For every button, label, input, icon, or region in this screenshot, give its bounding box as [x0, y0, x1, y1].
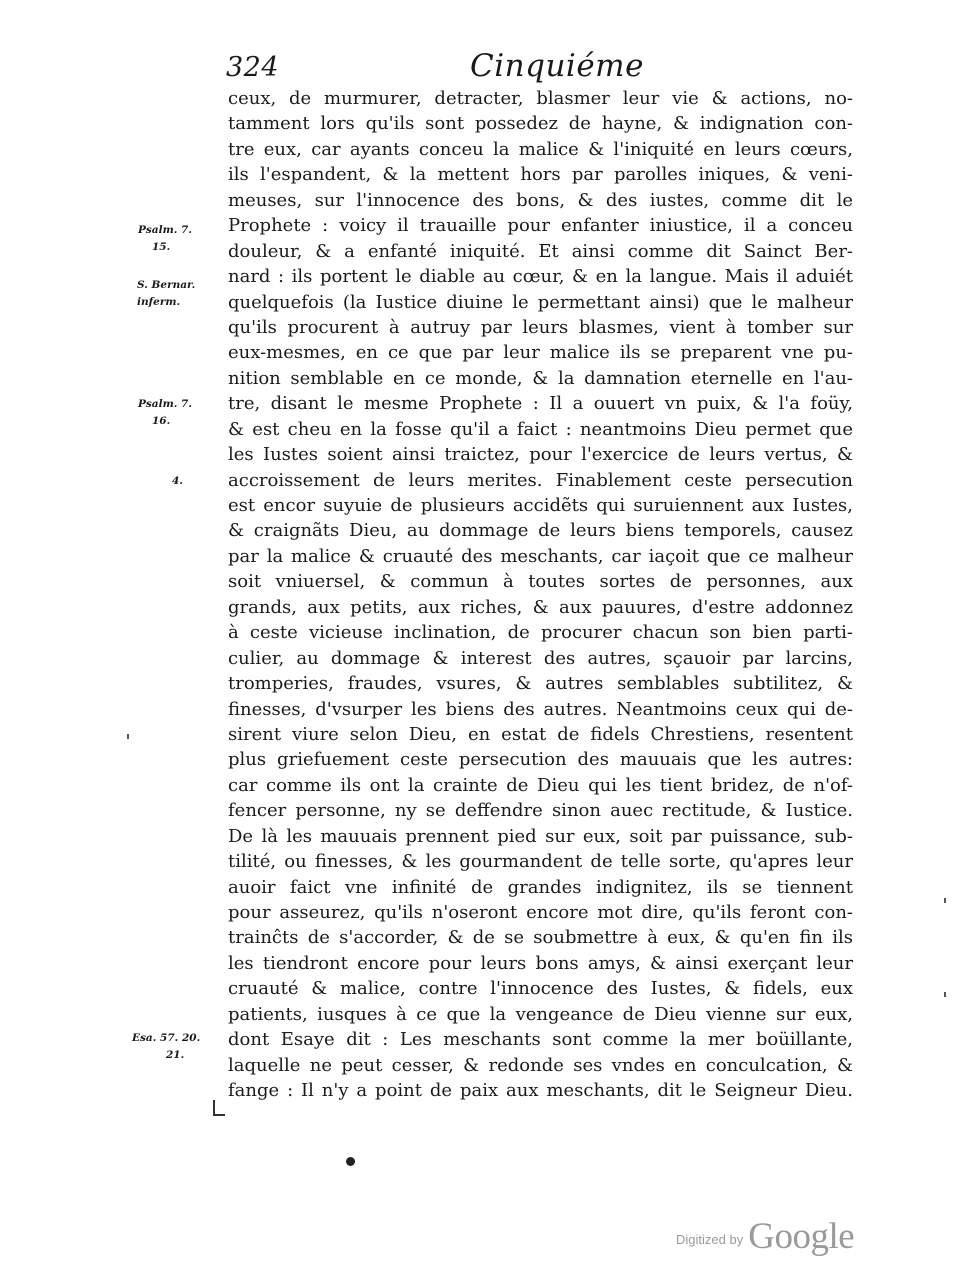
text-line: patients, iusques à ce que la vengeance de Dieu vienne sur eux,: [228, 1003, 853, 1025]
text-line: car comme ils ont la crainte de Dieu qui les tient bridez, de n'of-: [228, 774, 853, 796]
text-line: fange : Il n'y a point de paix aux meschants, dit le Seigneur Dieu.: [228, 1080, 853, 1102]
margin-note: [132, 1030, 200, 1064]
margin-note-ref: Esa. 57. 20.: [132, 1032, 201, 1044]
text-line: tilité, ou finesses, & les gourmandent de telle sorte, qu'apres leur: [228, 851, 853, 873]
text-line: dont Esaye dit : Les meschants sont comme la mer boüillante,: [228, 1029, 853, 1051]
ink-speck: [944, 898, 946, 903]
text-line: à ceste vicieuse inclination, de procurer chacun son bien parti-: [228, 622, 853, 644]
margin-note: [137, 277, 195, 311]
text-line: trainĉts de s'accorder, & de se soubmettre à eux, & qu'en fin ils: [228, 927, 853, 949]
margin-note-ref: Psalm. 7.: [138, 398, 192, 410]
text-line: pour asseurez, qu'ils n'oseront encore mot dire, qu'ils feront con-: [228, 902, 853, 923]
text-line: les tiendront encore pour leurs bons amys, & ainsi exerçant leur: [228, 952, 853, 974]
body-text: [228, 86, 853, 1104]
text-line: & craignãts Dieu, au dommage de leurs biens temporels, causez: [228, 520, 853, 542]
margin-note: [172, 473, 183, 490]
text-line: Prophete : voicy il trauaille pour enfanter iniustice, il a conceu: [228, 215, 853, 237]
ink-speck: [127, 734, 129, 739]
margin-note-ref-cont: 15.: [152, 241, 171, 253]
text-line: plus griefuement ceste persecution des mauuais que les autres:: [228, 749, 853, 771]
running-head: Cinquiéme: [470, 48, 644, 84]
margin-note: [138, 222, 192, 256]
text-line: laquelle ne peut cesser, & redonde ses vndes en conculcation, &: [228, 1054, 853, 1076]
text-line: finesses, d'vsurper les biens des autres. Neantmoins ceux qui de-: [228, 698, 853, 720]
text-line: sirent viure selon Dieu, en estat de fidels Chrestiens, resentent: [228, 723, 853, 745]
text-line: eux-mesmes, en ce que par leur malice ils se preparent vne pu-: [228, 342, 853, 364]
margin-note-ref: Psalm. 7.: [138, 224, 192, 236]
page-number: 324: [226, 52, 280, 83]
text-line: tamment lors qu'ils sont possedez de hayne, & indignation con-: [228, 113, 853, 135]
text-line: douleur, & a enfanté iniquité. Et ainsi comme dit Sainct Ber-: [228, 240, 853, 262]
text-line: cruauté & malice, contre l'innocence des Iustes, & fidels, eux: [228, 978, 853, 1000]
ink-speck: [944, 992, 946, 997]
text-line: est encor suyuie de plusieurs accidẽts qui suruiennent aux Iustes,: [228, 495, 853, 516]
text-line: par la malice & cruauté des meschants, car iaçoit que ce malheur: [228, 545, 853, 567]
margin-note: [138, 396, 192, 430]
text-line: auoir faict vne infinité de grandes indignitez, ils se tiennent: [228, 876, 853, 898]
text-line: ils l'espandent, & la mettent hors par parolles iniques, & veni-: [228, 164, 853, 186]
ink-dot: [346, 1157, 355, 1166]
text-line: soit vniuersel, & commun à toutes sortes de personnes, aux: [228, 571, 853, 593]
digitized-prefix: Digitized by: [676, 1232, 744, 1247]
text-line: fencer personne, ny se deffendre sinon auec rectitude, & Iustice.: [228, 800, 853, 822]
text-line: ceux, de murmurer, detracter, blasmer leur vie & actions, no-: [228, 88, 853, 109]
text-line: quelquefois (la Iustice diuine le permettant ainsi) que le malheur: [228, 291, 853, 313]
text-line: les Iustes soient ainsi traictez, pour l'exercice de leurs vertus, &: [228, 444, 853, 466]
text-line: tre, disant le mesme Prophete : Il a ouuert vn puix, & l'a foüy,: [228, 393, 853, 415]
text-line: De là les mauuais prennent pied sur eux, soit par puissance, sub-: [228, 825, 853, 847]
text-line: nition semblable en ce monde, & la damnation eternelle en l'au-: [228, 367, 853, 389]
text-line: tromperies, fraudes, vsures, & autres semblables subtilitez, &: [228, 673, 853, 695]
text-line: grands, aux petits, aux riches, & aux pauures, d'estre addonnez: [228, 596, 853, 618]
printer-mark: [213, 1100, 225, 1116]
text-line: tre eux, car ayants conceu la malice & l'iniquité en leurs cœurs,: [228, 138, 853, 160]
digitized-watermark: [676, 1215, 854, 1258]
margin-note-ref: 4.: [172, 475, 183, 487]
text-line: culier, au dommage & interest des autres, sçauoir par larcins,: [228, 647, 853, 669]
google-logo: Google: [748, 1216, 855, 1257]
text-line: meuses, sur l'innocence des bons, & des iustes, comme dit le: [228, 189, 853, 211]
text-line: accroissement de leurs merites. Finablement ceste persecution: [228, 469, 853, 491]
text-line: nard : ils portent le diable au cœur, & en la langue. Mais il aduiét: [228, 266, 853, 288]
margin-note-ref-cont: 21.: [166, 1049, 185, 1061]
margin-note-ref: S. Bernar.: [137, 279, 196, 291]
text-line: qu'ils procurent à autruy par leurs blasmes, vient à tomber sur: [228, 316, 853, 338]
margin-note-ref-cont: inferm.: [137, 296, 181, 308]
text-line: & est cheu en la fosse qu'il a faict : neantmoins Dieu permet que: [228, 418, 853, 440]
margin-note-ref-cont: 16.: [152, 415, 171, 427]
